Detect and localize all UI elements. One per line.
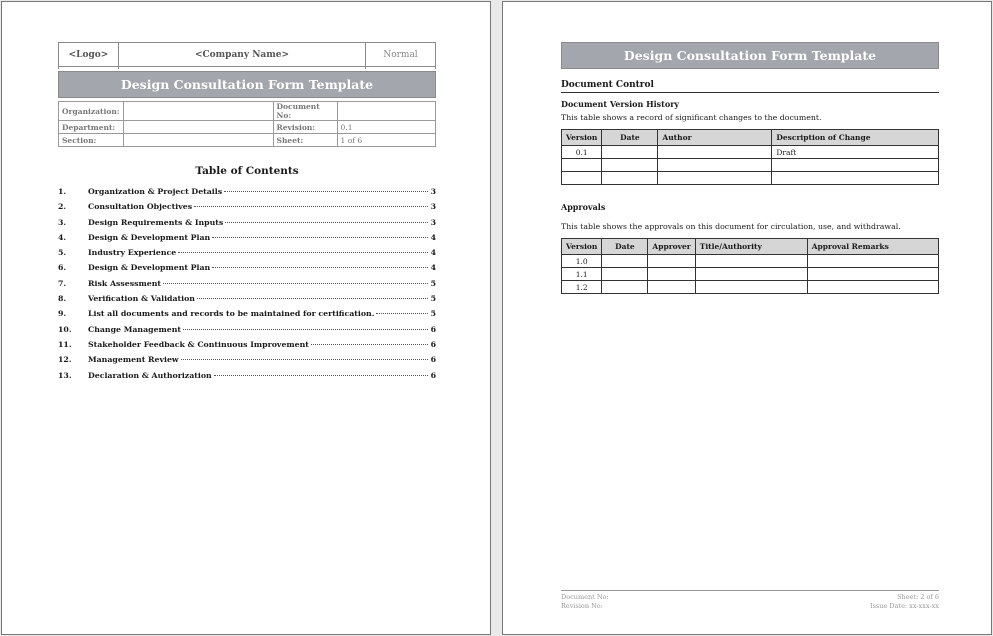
table-cell[interactable] [695,268,807,281]
table-cell[interactable] [562,159,602,172]
version-history-table [561,129,939,185]
toc-item-number: 4. [58,232,67,242]
toc-item[interactable] [58,371,436,386]
toc-item-text: Management Review [88,355,179,365]
toc-item-number: 3. [58,217,67,227]
doc-control-heading: Document Control [561,80,939,93]
table-cell[interactable]: Draft [772,146,939,159]
table-cell[interactable] [648,255,695,268]
table-cell[interactable] [807,281,938,294]
toc-leader-dots [163,283,428,284]
column-header: Date [602,239,648,255]
toc-leader-dots [212,237,428,238]
toc-item[interactable] [58,294,436,309]
table-cell[interactable] [602,159,658,172]
page2-title: Design Consultation Form Template [561,42,939,69]
table-cell[interactable] [562,172,602,185]
toc-item-page: 4 [430,232,436,242]
table-cell[interactable] [695,281,807,294]
toc-item-number: 11. [58,339,72,349]
table-cell[interactable] [695,255,807,268]
page-footer [561,590,939,611]
toc-item-number: 12. [58,355,72,365]
toc-item[interactable] [58,187,436,202]
version-history-heading: Document Version History [561,99,680,109]
toc-item-page: 3 [430,217,436,227]
table-cell[interactable]: 0.1 [562,146,602,159]
toc-item-page: 5 [430,294,436,304]
column-header: Version [562,130,602,146]
page-1 [1,1,491,635]
column-header: Approver [648,239,695,255]
table-cell[interactable] [648,281,695,294]
column-header: Author [658,130,772,146]
toc-item-page: 3 [430,202,436,212]
toc-item-page: 4 [430,263,436,273]
toc-item[interactable] [58,202,436,217]
sheet-value[interactable]: 1 of 6 [337,134,435,147]
column-header: Title/Authority [695,239,807,255]
toc-item-text: Risk Assessment [88,278,161,288]
table-cell[interactable] [807,255,938,268]
table-cell[interactable] [658,172,772,185]
toc-leader-dots [181,359,428,360]
toc-item-number: 2. [58,202,67,212]
table-cell[interactable] [602,281,648,294]
column-header: Date [602,130,658,146]
table-row [562,281,939,294]
table-cell[interactable] [658,159,772,172]
column-header: Version [562,239,602,255]
toc-item-text: Design Requirements & Inputs [88,217,224,227]
toc-leader-dots [311,344,428,345]
toc-item-number: 10. [58,324,72,334]
department-value[interactable] [123,121,273,134]
table-cell[interactable]: 1.2 [562,281,602,294]
table-cell[interactable] [658,146,772,159]
footer-doc-no: Document No: [561,593,609,601]
document-no-label: Document No: [273,102,337,121]
table-cell[interactable] [602,172,658,185]
toc-leader-dots [197,298,428,299]
toc-leader-dots [224,191,428,192]
document-title: Design Consultation Form Template [58,71,436,98]
footer-sheet: Sheet: 2 of 6 [897,593,939,601]
toc-leader-dots [178,252,428,253]
column-header: Description of Change [772,130,939,146]
toc-item[interactable] [58,355,436,370]
approvals-heading: Approvals [561,202,606,212]
column-header: Approval Remarks [807,239,938,255]
toc-item-page: 5 [430,309,436,319]
toc-item[interactable] [58,263,436,278]
section-value[interactable] [123,134,273,147]
toc-item-number: 7. [58,278,67,288]
toc-item-text: Design & Development Plan [88,232,211,242]
table-cell[interactable] [602,255,648,268]
toc-item-text: Industry Experience [88,248,177,258]
toc-item-page: 3 [430,187,436,196]
table-row [562,268,939,281]
toc-leader-dots [225,222,428,223]
toc-item[interactable] [58,279,436,294]
toc-item-page: 6 [430,370,436,380]
document-no-value[interactable] [337,102,435,121]
table-cell[interactable] [648,268,695,281]
toc-title: Table of Contents [195,165,299,177]
toc-leader-dots [214,375,428,376]
table-row [562,146,939,159]
meta-table [58,101,436,147]
toc-item[interactable] [58,340,436,355]
toc-item-page: 5 [430,278,436,288]
organization-value[interactable] [123,102,273,121]
table-cell[interactable] [772,172,939,185]
toc-item-text: Verification & Validation [88,294,195,304]
toc-leader-dots [183,329,428,330]
toc-item-text: Change Management [88,324,182,334]
sheet-label: Sheet: [273,134,337,147]
toc-item[interactable] [58,233,436,248]
footer-issue-date: Issue Date: xx-xxx-xx [870,602,939,610]
table-cell[interactable] [772,159,939,172]
revision-value[interactable]: 0.1 [337,121,435,134]
department-label: Department: [59,121,124,134]
toc-item-number: 9. [58,309,67,319]
toc-item-page: 6 [430,324,436,334]
page-divider [491,0,502,636]
logo-placeholder: <Logo> [59,43,119,66]
toc-item-number: 5. [58,248,67,258]
style-label: Normal [383,49,418,60]
version-history-text: This table shows a record of significant changes to the document. [561,113,822,122]
toc-item-page: 6 [430,339,436,349]
toc-item-text: List all documents and records to be maintained for certification. [88,309,375,319]
toc-item-text: Declaration & Authorization [88,370,212,380]
organization-label: Organization: [59,102,124,121]
toc-leader-dots [194,206,428,207]
toc-item-number: 8. [58,294,67,304]
toc-item-number: 13. [58,370,72,380]
revision-label: Revision: [273,121,337,134]
table-cell[interactable]: 1.0 [562,255,602,268]
company-name: <Company Name> [119,43,366,66]
table-row [562,255,939,268]
table-cell[interactable] [807,268,938,281]
page-2 [502,1,992,635]
toc-item-page: 4 [430,248,436,258]
toc-item-number: 6. [58,263,67,273]
table-cell[interactable] [602,146,658,159]
toc-item[interactable] [58,309,436,324]
table-cell[interactable]: 1.1 [562,268,602,281]
toc-item-number: 1. [58,187,67,196]
approvals-text: This table shows the approvals on this document for circulation, use, and withdrawal. [561,222,901,231]
footer-revision-no: Revision No: [561,602,603,610]
toc-item-text: Stakeholder Feedback & Continuous Improvement [88,339,309,349]
toc-leader-dots [212,267,428,268]
toc-leader-dots [376,313,428,314]
toc-item-page: 6 [430,355,436,365]
table-of-contents [58,187,436,386]
toc-item-text: Consultation Objectives [88,202,193,212]
table-row [562,172,939,185]
document-header [58,42,436,147]
table-row [562,159,939,172]
toc-item[interactable] [58,218,436,233]
toc-item-text: Organization & Project Details [88,187,223,196]
approvals-table [561,238,939,294]
table-cell[interactable] [602,268,648,281]
toc-item-text: Design & Development Plan [88,263,211,273]
toc-item[interactable] [58,248,436,263]
section-label: Section: [59,134,124,147]
toc-item[interactable] [58,325,436,340]
